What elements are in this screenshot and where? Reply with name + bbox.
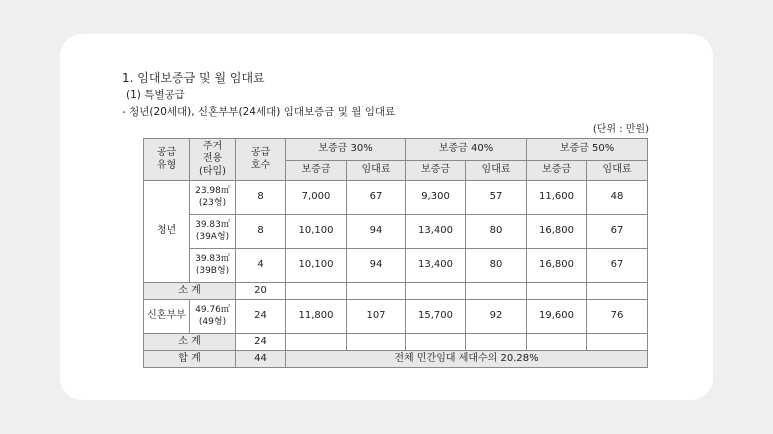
units-cell: 24 [236,300,286,334]
total-label: 합 계 [144,351,236,368]
units-cell: 4 [236,249,286,283]
youth-label: 청년 [144,181,190,283]
area-cell: 39.83㎡ (39A형) [190,215,236,249]
section-heading: 1. 임대보증금 및 월 임대료 [122,71,265,85]
rent-table [143,138,648,368]
deposit-cell: 11,800 [286,300,347,334]
subtotal-row [144,334,648,351]
document-card [60,34,713,400]
subtotal-row [144,283,648,300]
header-deposit-50: 보증금 50% [527,139,648,161]
area-cell: 23.98㎡ (23형) [190,181,236,215]
unit-label: (단위 : 만원) [592,124,649,135]
deposit-cell: 16,800 [527,215,587,249]
deposit-cell: 9,300 [406,181,466,215]
total-note: 전체 민간임대 세대수의 20.28% [286,351,648,368]
newlywed-label: 신혼부부 [144,300,190,334]
table-row [144,300,648,334]
rent-cell: 94 [347,215,406,249]
total-row [144,351,648,368]
deposit-cell: 13,400 [406,215,466,249]
deposit-cell: 10,100 [286,215,347,249]
deposit-cell: 10,100 [286,249,347,283]
sub-heading: (1) 특별공급 [126,89,185,101]
header-deposit-40: 보증금 40% [406,139,527,161]
area-cell: 39.83㎡ (39B형) [190,249,236,283]
deposit-cell: 19,600 [527,300,587,334]
subtotal-label: 소 계 [144,283,236,300]
rent-cell: 57 [466,181,527,215]
note-line: - 청년(20세대), 신혼부부(24세대) 임대보증금 및 월 임대료 [122,106,396,118]
deposit-cell: 7,000 [286,181,347,215]
total-value: 44 [236,351,286,368]
header-units: 공급 호수 [236,139,286,181]
rent-cell: 67 [587,249,648,283]
rent-cell: 67 [587,215,648,249]
subtotal-label: 소 계 [144,334,236,351]
deposit-cell: 16,800 [527,249,587,283]
deposit-cell: 15,700 [406,300,466,334]
rent-cell: 76 [587,300,648,334]
deposit-cell: 11,600 [527,181,587,215]
rent-cell: 67 [347,181,406,215]
header-deposit: 보증금 [286,161,347,181]
header-deposit-30: 보증금 30% [286,139,406,161]
header-rent: 임대료 [587,161,648,181]
subtotal-value: 24 [236,334,286,351]
table-row [144,215,648,249]
rent-cell: 48 [587,181,648,215]
header-deposit: 보증금 [406,161,466,181]
rent-cell: 94 [347,249,406,283]
header-rent: 임대료 [347,161,406,181]
rent-cell: 80 [466,215,527,249]
table-row [144,181,648,215]
header-rent: 임대료 [466,161,527,181]
rent-cell: 92 [466,300,527,334]
units-cell: 8 [236,215,286,249]
units-cell: 8 [236,181,286,215]
deposit-cell: 13,400 [406,249,466,283]
subtotal-value: 20 [236,283,286,300]
rent-cell: 107 [347,300,406,334]
header-supply-type: 공급 유형 [144,139,190,181]
area-cell: 49.76㎡ (49형) [190,300,236,334]
table-row [144,249,648,283]
header-area-type: 주거 전용 (타입) [190,139,236,181]
rent-cell: 80 [466,249,527,283]
header-deposit: 보증금 [527,161,587,181]
